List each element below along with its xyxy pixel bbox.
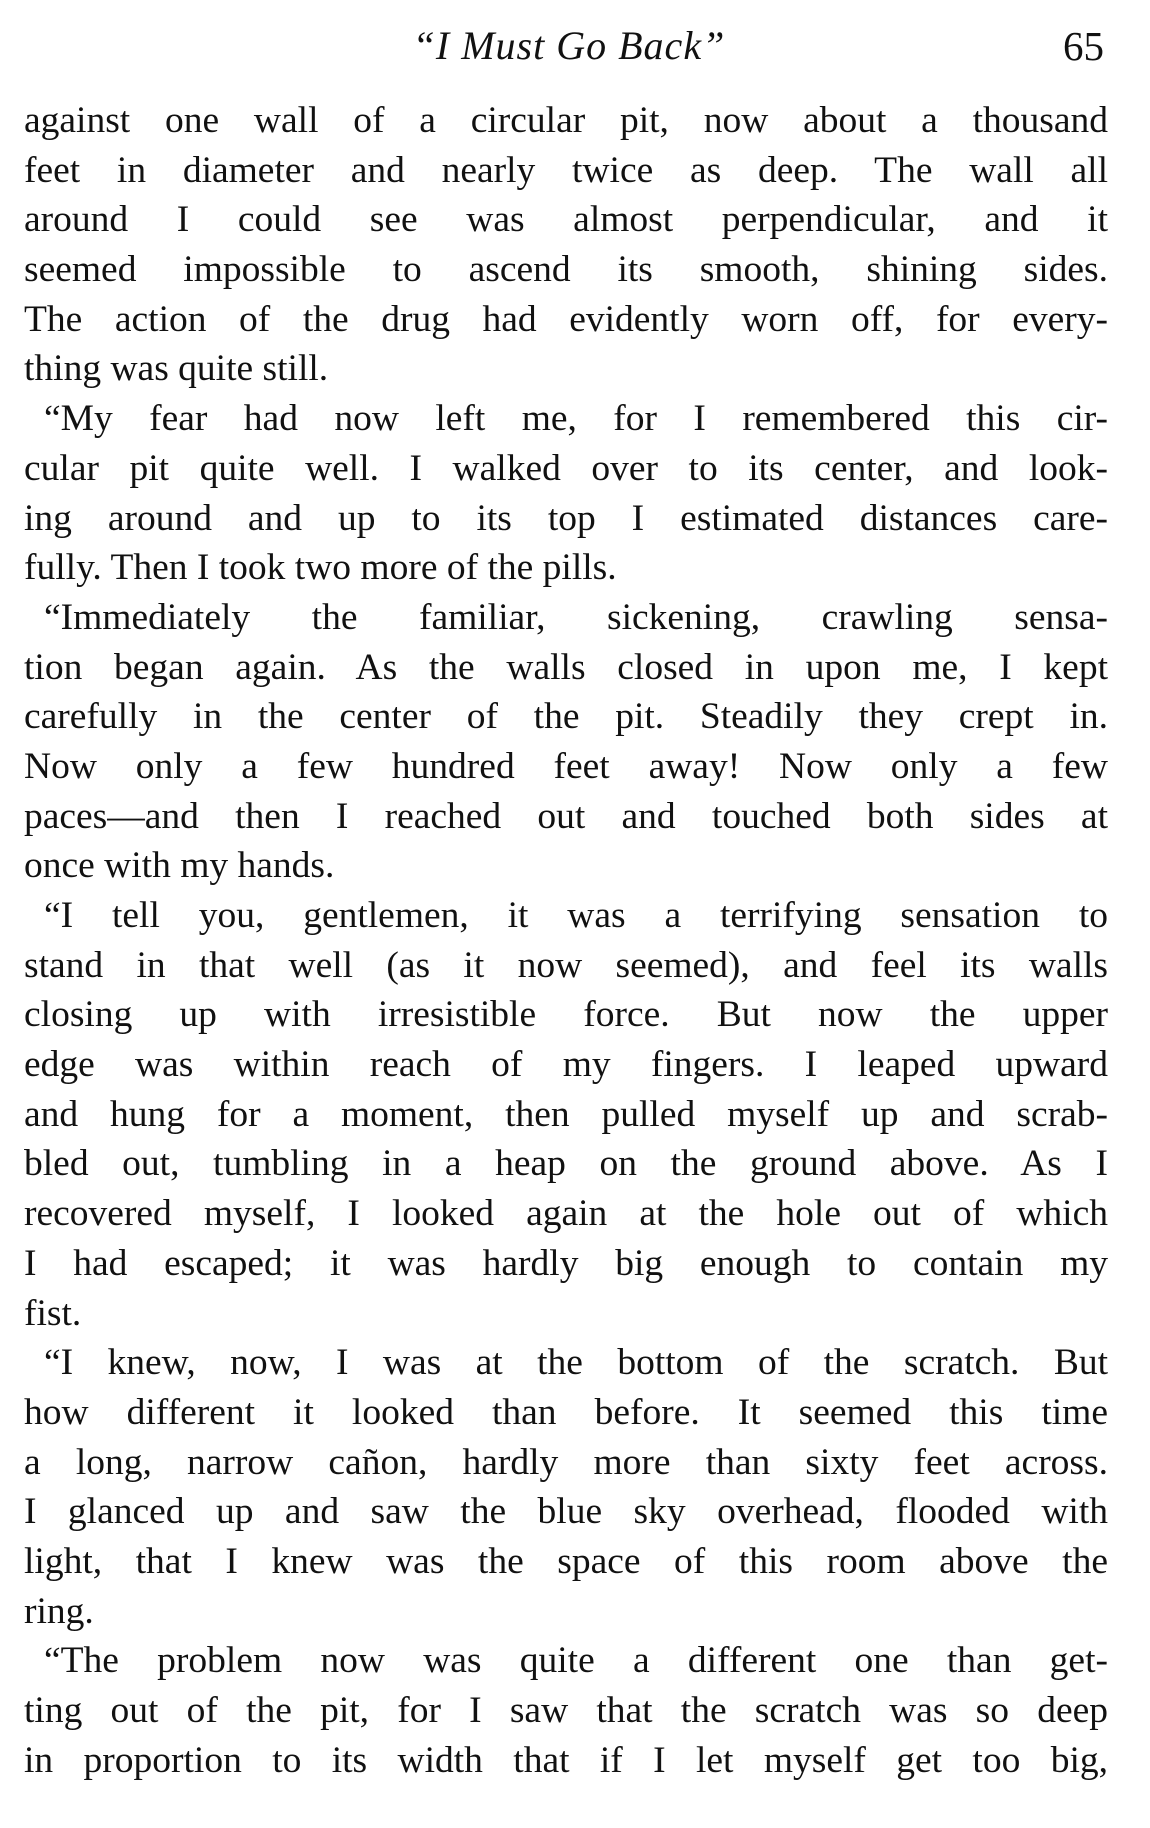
text-line: fully. Then I took two more of the pills. [24, 547, 617, 589]
text-line: tion began again. As the walls closed in upon me, I kept [24, 646, 1108, 688]
text-line: “I tell you, gentlemen, it was a terrifying sensation to [44, 895, 1108, 936]
text-line: “Immediately the familiar, sickening, crawling sensa- [44, 596, 1108, 638]
text-line: I glanced up and saw the blue sky overhead, flooded with [24, 1491, 1108, 1533]
text-line: bled out, tumbling in a heap on the ground above. As I [24, 1143, 1108, 1185]
running-head [24, 18, 1114, 74]
text-line: “I knew, now, I was at the bottom of the scratch. But [44, 1342, 1108, 1384]
text-line: The action of the drug had evidently worn off, for every- [24, 298, 1108, 340]
text-line: ting out of the pit, for I saw that the scratch was so deep [24, 1690, 1108, 1731]
text-line: how different it looked than before. It seemed this time [24, 1391, 1108, 1433]
paragraph [24, 593, 1108, 891]
text-line: Now only a few hundred feet away! Now only a few [24, 745, 1108, 787]
text-line: paces—and then I reached out and touched both sides at [24, 795, 1108, 837]
paragraph [24, 1338, 1108, 1636]
text-line: seemed impossible to ascend its smooth, shining sides. [24, 249, 1108, 291]
text-line: around I could see was almost perpendicular, and it [24, 199, 1108, 241]
text-line: and hung for a moment, then pulled myself up and scrab- [24, 1093, 1108, 1135]
text-line: against one wall of a circular pit, now about a thousand [24, 100, 1108, 141]
text-line: “The problem now was quite a different one than get- [44, 1640, 1108, 1682]
text-line: edge was within reach of my fingers. I leaped upward [24, 1044, 1108, 1086]
text-line: ing around and up to its top I estimated distances care- [24, 497, 1108, 539]
text-line: in proportion to its width that if I let myself get too big, [24, 1739, 1108, 1781]
running-title: “I Must Go Back” [412, 23, 726, 68]
text-line: closing up with irresistible force. But now the upper [24, 994, 1108, 1036]
text-line: ring. [24, 1590, 94, 1632]
paragraph [24, 96, 1108, 394]
body-text [24, 96, 1108, 1785]
text-line: cular pit quite well. I walked over to its center, and look- [24, 447, 1108, 489]
text-line: “My fear had now left me, for I remembered this cir- [44, 398, 1108, 440]
text-line: carefully in the center of the pit. Steadily they crept in. [24, 696, 1108, 738]
page-number: 65 [1063, 23, 1104, 69]
paragraph [24, 1636, 1108, 1785]
text-line: light, that I knew was the space of this room above the [24, 1540, 1108, 1582]
paragraph [24, 394, 1108, 593]
text-line: fist. [24, 1292, 82, 1334]
text-line: recovered myself, I looked again at the hole out of which [24, 1193, 1108, 1235]
paragraph [24, 891, 1108, 1338]
text-line: I had escaped; it was hardly big enough to contain my [24, 1242, 1108, 1284]
text-line: thing was quite still. [24, 348, 329, 390]
text-line: stand in that well (as it now seemed), and feel its walls [24, 944, 1108, 986]
text-line: once with my hands. [24, 845, 335, 887]
text-line: a long, narrow cañon, hardly more than sixty feet across. [24, 1441, 1108, 1483]
text-line: feet in diameter and nearly twice as deep. The wall all [24, 149, 1108, 191]
